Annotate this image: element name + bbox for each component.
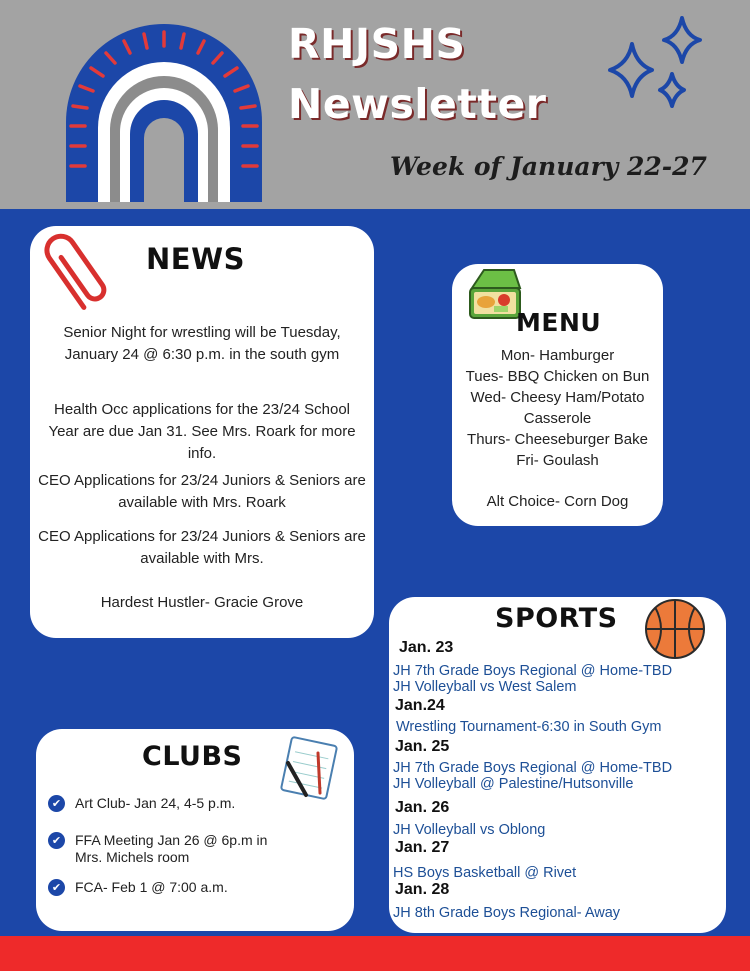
news-item: Senior Night for wrestling will be Tuesday, January 24 @ 6:30 p.m. in the south gym: [63, 324, 341, 363]
sports-event: Wrestling Tournament-6:30 in South Gym: [396, 719, 662, 735]
red-footer-band: [0, 936, 750, 971]
clubs-card: [36, 729, 354, 931]
sports-event: JH 7th Grade Boys Regional @ Home-TBD: [393, 663, 673, 679]
club-item-label: Art Club- Jan 24, 4-5 p.m.: [75, 795, 236, 811]
menu-line: Mon- Hamburger: [500, 347, 615, 364]
sports-event: JH Volleyball vs West Salem: [393, 679, 577, 695]
club-item: [48, 795, 235, 812]
sports-date: Jan. 23: [399, 639, 454, 656]
sports-event: JH 8th Grade Boys Regional- Away: [393, 905, 621, 921]
news-item: Hardest Hustler- Gracie Grove: [100, 594, 304, 611]
sports-card: [389, 597, 726, 933]
menu-title: MENU: [516, 308, 602, 337]
sports-date: Jan. 25: [395, 738, 450, 755]
news-title: NEWS: [146, 242, 245, 276]
sports-event: JH 7th Grade Boys Regional @ Home-TBD: [393, 760, 673, 776]
sports-title: SPORTS: [495, 603, 618, 634]
basketball-icon: [643, 597, 707, 661]
week-subtitle: Week of January 22-27: [390, 152, 707, 181]
menu-line: Thurs- Cheeseburger Bake: [467, 431, 648, 448]
club-item: [48, 879, 228, 896]
club-item-label: FCA- Feb 1 @ 7:00 a.m.: [75, 879, 228, 895]
checkmark-icon: ✔: [48, 879, 65, 896]
notebook-pencil-icon: [276, 735, 342, 801]
menu-line: Wed- Cheesy Ham/Potato: [470, 389, 645, 406]
rainbow-icon: [58, 16, 270, 206]
menu-line: Fri- Goulash: [516, 452, 599, 469]
club-item: [48, 832, 295, 866]
sports-date: Jan. 26: [395, 799, 450, 816]
news-item: CEO Applications for 23/24 Juniors & Seniors are available with Mrs. Roark: [38, 472, 366, 511]
title-line-2: Newsletter: [288, 80, 547, 128]
club-item-label: FFA Meeting Jan 26 @ 6p.m in Mrs. Michels room: [75, 832, 268, 865]
sports-date: Jan.24: [395, 697, 445, 714]
sports-date: Jan. 27: [395, 839, 450, 856]
sparkle-icon: [600, 12, 710, 112]
paperclip-icon: [32, 228, 112, 318]
title-line-1: RHJSHS: [288, 20, 466, 68]
sports-event: HS Boys Basketball @ Rivet: [393, 865, 577, 881]
sports-date: Jan. 28: [395, 881, 450, 898]
checkmark-icon: ✔: [48, 832, 65, 849]
sports-event: JH Volleyball vs Oblong: [393, 822, 546, 838]
menu-line: Alt Choice- Corn Dog: [486, 493, 629, 510]
news-item: CEO Applications for 23/24 Juniors & Seniors are available with Mrs.: [38, 528, 366, 567]
clubs-title: CLUBS: [142, 741, 243, 772]
menu-line: Casserole: [523, 410, 592, 427]
menu-line: Tues- BBQ Chicken on Bun: [465, 368, 650, 385]
sports-event: JH Volleyball @ Palestine/Hutsonville: [393, 776, 634, 792]
news-card: [30, 226, 374, 638]
checkmark-icon: ✔: [48, 795, 65, 812]
news-item: Health Occ applications for the 23/24 School Year are due Jan 31. See Mrs. Roark for more info.: [48, 401, 356, 462]
menu-card: [452, 264, 663, 526]
